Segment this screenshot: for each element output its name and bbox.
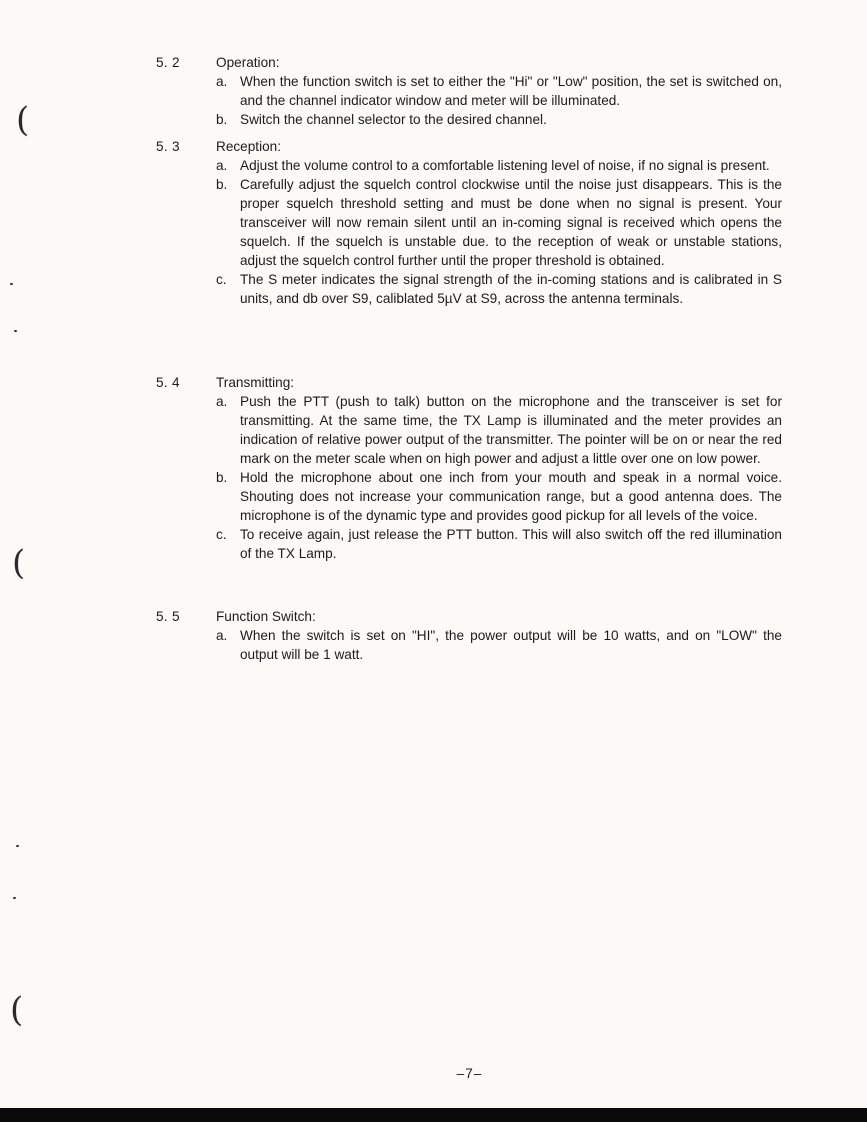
item-label: c. bbox=[216, 527, 227, 542]
item-label: a. bbox=[216, 158, 228, 173]
item-text: Switch the channel selector to the desired channel. bbox=[240, 112, 547, 127]
list-item bbox=[216, 175, 782, 270]
section-title: Reception: bbox=[216, 139, 281, 154]
section-number: 5. 3 bbox=[156, 139, 180, 154]
section-5-2 bbox=[156, 53, 786, 128]
list-item bbox=[216, 626, 782, 664]
item-label: a. bbox=[216, 628, 228, 643]
section-title: Transmitting: bbox=[216, 375, 295, 390]
item-text: When the switch is set on "HI", the power output will be 10 watts, and on "LOW" the output will be 1 watt. bbox=[240, 628, 782, 662]
section-5-3 bbox=[156, 137, 786, 367]
list-item bbox=[216, 270, 782, 308]
section-number: 5. 4 bbox=[156, 375, 180, 390]
item-label: c. bbox=[216, 272, 227, 287]
item-label: b. bbox=[216, 470, 228, 485]
item-label: a. bbox=[216, 394, 228, 409]
list-item bbox=[216, 392, 782, 468]
section-title: Operation: bbox=[216, 55, 280, 70]
item-list bbox=[216, 392, 782, 563]
item-list bbox=[216, 72, 782, 129]
section-title: Function Switch: bbox=[216, 609, 316, 624]
section-5-5 bbox=[156, 607, 786, 667]
item-text: To receive again, just release the PTT button. This will also switch off the red illumination of the TX Lamp. bbox=[240, 527, 782, 561]
scan-speck bbox=[14, 330, 17, 332]
list-item bbox=[216, 156, 782, 175]
item-text: Hold the microphone about one inch from your mouth and speak in a normal voice. Shouting does not increase your communication range, but a good antenna does. The microphone is of the dynamic type and provides good pickup for all levels of the voice. bbox=[240, 470, 782, 523]
section-5-4 bbox=[156, 373, 786, 603]
binder-hole-mark-top: ( bbox=[16, 100, 30, 140]
item-list bbox=[216, 626, 782, 664]
item-label: b. bbox=[216, 177, 228, 192]
binder-hole-mark-middle: ( bbox=[12, 543, 26, 583]
section-number: 5. 5 bbox=[156, 609, 180, 624]
scan-speck bbox=[10, 283, 13, 285]
item-text: Adjust the volume control to a comfortable listening level of noise, if no signal is present. bbox=[240, 158, 770, 173]
section-number: 5. 2 bbox=[156, 55, 180, 70]
item-text: When the function switch is set to either the "Hi" or "Low" position, the set is switched on, and the channel indicator window and meter will be illuminated. bbox=[240, 74, 782, 108]
list-item bbox=[216, 110, 782, 129]
item-text: Carefully adjust the squelch control clockwise until the noise just disappears. This is the proper squelch threshold setting and must be done when no signal is present. Your transceiver will now remain silent until an in-coming signal is received which opens the squelch. If the squelch is unstable due. to the reception of weak or unstable stations, adjust the squelch control further until the proper threshold is obtained. bbox=[240, 177, 782, 268]
item-label: a. bbox=[216, 74, 228, 89]
item-label: b. bbox=[216, 112, 228, 127]
item-list bbox=[216, 156, 782, 308]
list-item bbox=[216, 72, 782, 110]
list-item bbox=[216, 468, 782, 525]
binder-hole-mark-bottom: ( bbox=[10, 990, 24, 1030]
scan-bottom-edge bbox=[0, 1108, 867, 1122]
page-number: –7– bbox=[456, 1066, 483, 1081]
item-text: Push the PTT (push to talk) button on the microphone and the transceiver is set for transmitting. At the same time, the TX Lamp is illuminated and the meter provides an indication of relative power output of the transmitter. The pointer will be on or near the red mark on the meter scale when on high power and adjust a little over one on low power. bbox=[240, 394, 782, 466]
list-item bbox=[216, 525, 782, 563]
item-text: The S meter indicates the signal strength of the in-coming stations and is calibrated in S units, and db over S9, caliblated 5µV at S9, across the antenna terminals. bbox=[240, 272, 782, 306]
scan-speck bbox=[13, 897, 16, 899]
scan-speck bbox=[16, 845, 19, 847]
